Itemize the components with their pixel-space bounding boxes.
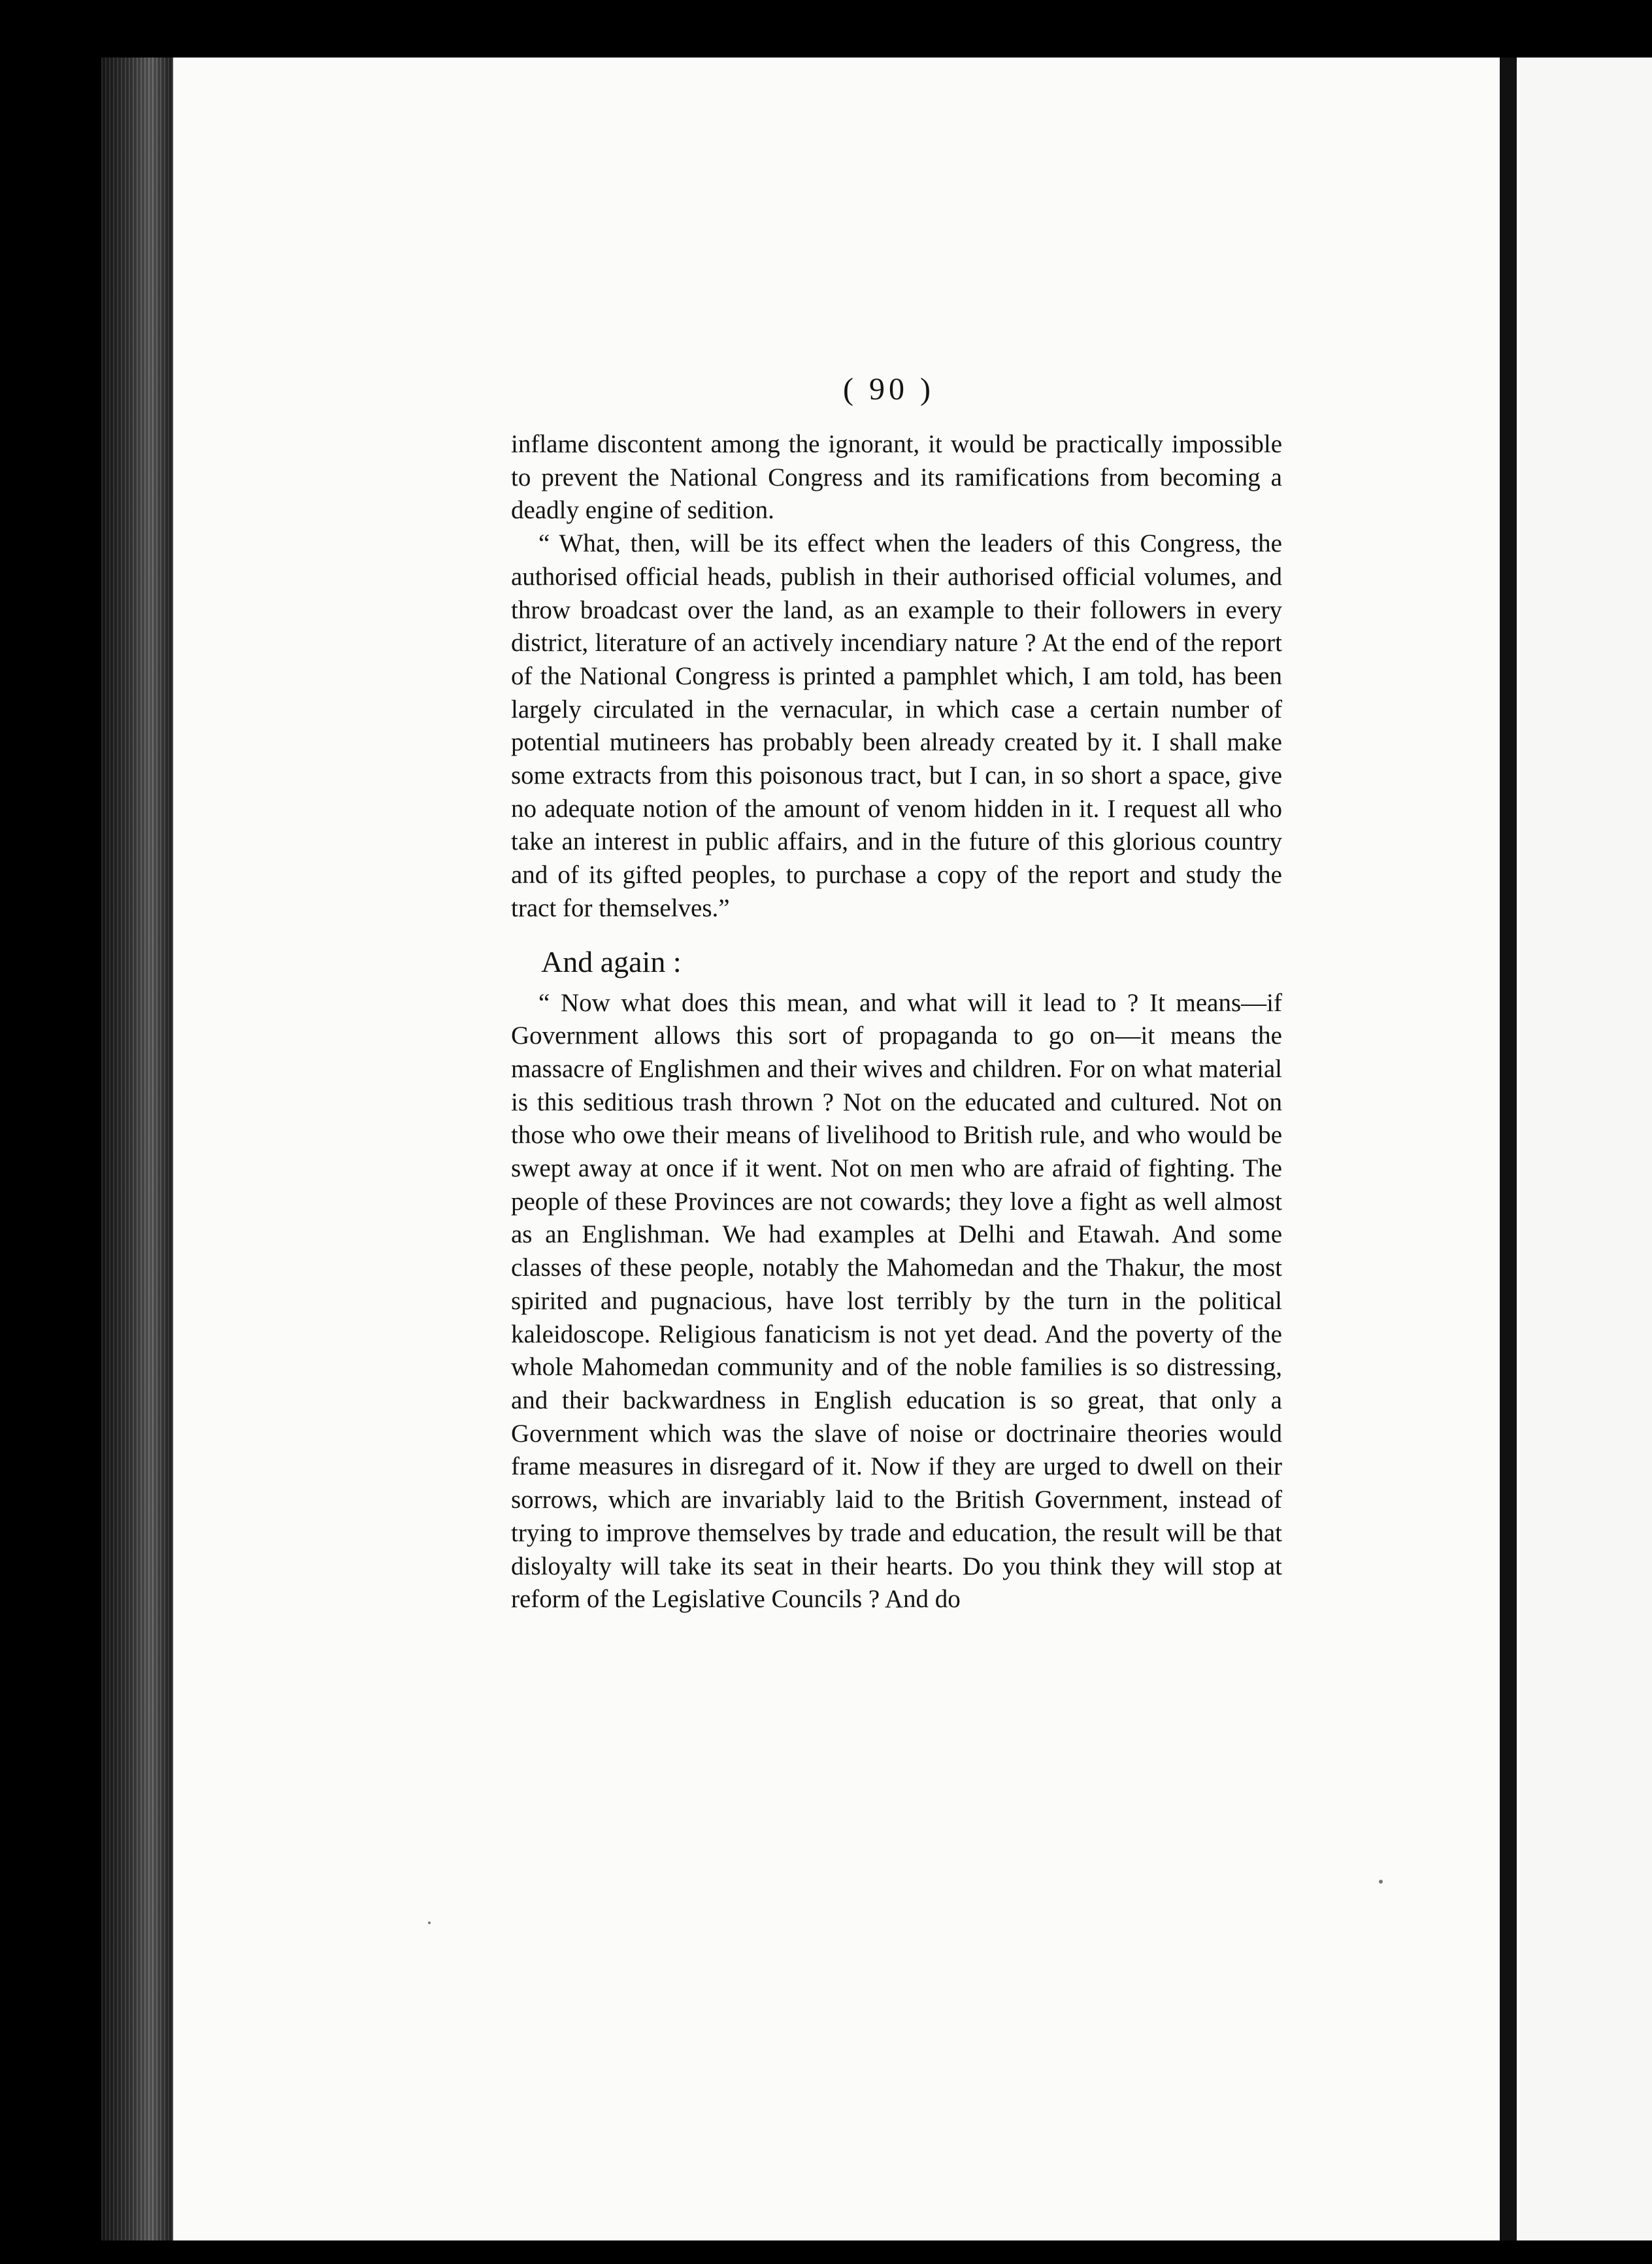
page-number: ( 90 ) <box>843 372 934 407</box>
page-border-shadow <box>1500 58 1517 2240</box>
scan-speck <box>428 1922 431 1924</box>
quoted-paragraph: “ Now what does this mean, and what will it lead to ? It means—if Government allows this sort of propaganda to go on—it means the massacre of Englishmen and their wives and children. For on what material is this seditious trash thrown ? Not on the educated and cultured. Not on those who owe their means of livelihood to British rule, and who would be swept away at once if it went. Not on men who are afraid of fighting. The people of these Provinces are not cowards; they love a fight as well almost as an Englishman. We had examples at Delhi and Etawah. And some classes of these people, notably the Mahomedan and the Thakur, the most spirited and pugnacious, have lost terribly by the turn in the political kaleidoscope. Religious fanaticism is not yet dead. And the poverty of the whole Mahomedan community and of the noble families is so distressing, and their backwardness in English education is so great, that only a Government which was the slave of noise or doctrinaire theories would frame measures in disregard of it. Now if they are urged to dwell on their sorrows, which are invariably laid to the British Government, instead of trying to improve themselves by trade and education, the result will be that disloyalty will take its seat in their hearts. Do you think they will stop at reform of the Legislative Councils ? And do <box>511 988 1282 1614</box>
adjacent-page-edge <box>1517 58 1652 2240</box>
body-text <box>511 428 1282 1616</box>
paragraph: inflame discontent among the ignorant, it would be practically impossible to prevent the National Congress and its ramifications from becoming a deadly engine of sedition. <box>511 430 1282 525</box>
quoted-paragraph: “ What, then, will be its effect when the leaders of this Congress, the authorised official heads, publish in their authorised official volumes, and throw broadcast over the land, as an example to their followers in every district, literature of an actively incendiary nature ? At the end of the report of the National Congress is printed a pamphlet which, I am told, has been largely circulated in the vernacular, in which case a certain number of potential mutineers has probably been already created by it. I shall make some extracts from this poisonous tract, but I can, in so short a space, give no adequate notion of the amount of venom hidden in it. I request all who take an interest in public affairs, and in the future of this glorious country and of its gifted peoples, to purchase a copy of the report and study the tract for themselves.” <box>511 529 1282 922</box>
section-heading: And again : <box>541 944 682 978</box>
scan-speck <box>1379 1880 1383 1884</box>
